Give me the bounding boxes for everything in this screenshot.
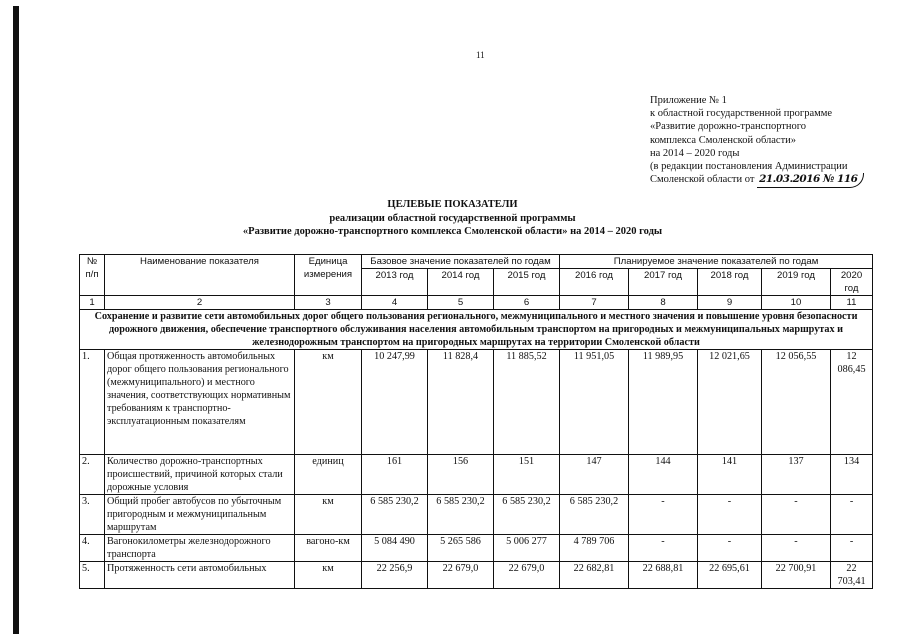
- header-base-values: Базовое значение показателей по годам: [362, 255, 560, 269]
- header-year: 2016 год: [560, 269, 629, 296]
- indicator-unit: км: [295, 562, 362, 589]
- header-year: 2019 год: [762, 269, 831, 296]
- row-number: 5.: [80, 562, 105, 589]
- value-cell: 141: [698, 455, 762, 495]
- value-cell: 11 989,95: [629, 350, 698, 455]
- signature-text: 21.03.2016 № 116: [759, 173, 858, 186]
- indicator-unit: единиц: [295, 455, 362, 495]
- value-cell: -: [831, 535, 873, 562]
- column-number: 7: [560, 296, 629, 310]
- value-cell: 12 021,65: [698, 350, 762, 455]
- indicator-name: Количество дорожно-транспортных происшествий, причиной которых стали дорожные условия: [105, 455, 295, 495]
- header-num: № п/п: [80, 255, 105, 296]
- column-number: 5: [428, 296, 494, 310]
- page-number: 11: [476, 50, 485, 60]
- header-year: 2018 год: [698, 269, 762, 296]
- value-cell: -: [629, 535, 698, 562]
- value-cell: 4 789 706: [560, 535, 629, 562]
- value-cell: 6 585 230,2: [494, 495, 560, 535]
- header-row-1: [80, 255, 873, 269]
- value-cell: -: [698, 495, 762, 535]
- header-name: Наименование показателя: [105, 255, 295, 296]
- document-subtitle: реализации областной государственной программы: [329, 213, 576, 224]
- program-name: «Развитие дорожно-транспортного комплекса Смоленской области» на 2014 – 2020 годы: [242, 226, 663, 237]
- column-number: 9: [698, 296, 762, 310]
- value-cell: 22 700,91: [762, 562, 831, 589]
- value-cell: 22 695,61: [698, 562, 762, 589]
- section-title: Сохранение и развитие сети автомобильных дорог общего пользования регионального, межмуниципального и местного значения и повышение уровня безопасности дорожного движения, обеспечение транспортного обслуживания населения автомобильным транспортом на пригородных и межмуниципальных маршрутах и железнодорожным транспортом на пригородных маршрутах на территории Смоленской области: [80, 310, 873, 350]
- appendix-line: Приложение № 1: [650, 95, 727, 106]
- header-year: 2020 год: [831, 269, 873, 296]
- value-cell: -: [762, 495, 831, 535]
- appendix-line: (в редакции постановления Администрации: [650, 161, 848, 173]
- indicator-unit: вагоно-км: [295, 535, 362, 562]
- appendix-note: [650, 94, 864, 188]
- table-row: [80, 350, 873, 455]
- indicator-name: Протяженность сети автомобильных: [105, 562, 295, 589]
- value-cell: 161: [362, 455, 428, 495]
- indicators-table: [79, 254, 873, 589]
- value-cell: 11 951,05: [560, 350, 629, 455]
- value-cell: 10 247,99: [362, 350, 428, 455]
- value-cell: 12 056,55: [762, 350, 831, 455]
- appendix-line: комплекса Смоленской области»: [650, 134, 797, 146]
- value-cell: 22 256,9: [362, 562, 428, 589]
- appendix-line: на 2014 – 2020 годы: [650, 147, 740, 159]
- row-number: 1.: [80, 350, 105, 455]
- value-cell: 137: [762, 455, 831, 495]
- table-row: [80, 562, 873, 589]
- column-number: 8: [629, 296, 698, 310]
- indicator-name: Общая протяженность автомобильных дорог общего пользования регионального (межмуниципального) и местного значения, соответствующих нормативным требованиям к транспортно-эксплуатационным показателям: [105, 350, 295, 455]
- header-year: 2015 год: [494, 269, 560, 296]
- value-cell: 22 682,81: [560, 562, 629, 589]
- column-number: 11: [831, 296, 873, 310]
- value-cell: 156: [428, 455, 494, 495]
- table-row: [80, 455, 873, 495]
- column-number: 1: [80, 296, 105, 310]
- header-year: 2017 год: [629, 269, 698, 296]
- value-cell: -: [762, 535, 831, 562]
- value-cell: 11 828,4: [428, 350, 494, 455]
- table-row: [80, 495, 873, 535]
- value-cell: 11 885,52: [494, 350, 560, 455]
- scan-edge-bar: [13, 6, 19, 634]
- value-cell: 22 679,0: [494, 562, 560, 589]
- value-cell: 5 265 586: [428, 535, 494, 562]
- value-cell: 151: [494, 455, 560, 495]
- column-numbers-row: [80, 296, 873, 310]
- value-cell: -: [831, 495, 873, 535]
- indicator-unit: км: [295, 495, 362, 535]
- value-cell: 147: [560, 455, 629, 495]
- document-title: ЦЕЛЕВЫЕ ПОКАЗАТЕЛИ: [387, 199, 518, 210]
- indicator-name: Общий пробег автобусов по убыточным пригородным и межмуниципальным маршрутам: [105, 495, 295, 535]
- value-cell: 12 086,45: [831, 350, 873, 455]
- value-cell: 5 084 490: [362, 535, 428, 562]
- section-row: [80, 310, 873, 350]
- appendix-line-prefix: Смоленской области от: [650, 174, 755, 186]
- header-unit: Единица измерения: [295, 255, 362, 296]
- appendix-line: «Развитие дорожно-транспортного: [650, 121, 807, 133]
- column-number: 2: [105, 296, 295, 310]
- column-number: 3: [295, 296, 362, 310]
- row-number: 2.: [80, 455, 105, 495]
- value-cell: 22 703,41: [831, 562, 873, 589]
- value-cell: 5 006 277: [494, 535, 560, 562]
- column-number: 4: [362, 296, 428, 310]
- indicator-name: Вагонокилометры железнодорожного транспорта: [105, 535, 295, 562]
- row-number: 3.: [80, 495, 105, 535]
- row-number: 4.: [80, 535, 105, 562]
- handwritten-date-signature: [757, 173, 864, 188]
- appendix-line: к областной государственной программе: [650, 108, 833, 120]
- value-cell: 22 688,81: [629, 562, 698, 589]
- value-cell: 6 585 230,2: [560, 495, 629, 535]
- value-cell: 144: [629, 455, 698, 495]
- header-year: 2014 год: [428, 269, 494, 296]
- value-cell: 134: [831, 455, 873, 495]
- value-cell: 6 585 230,2: [362, 495, 428, 535]
- table-row: [80, 535, 873, 562]
- value-cell: -: [698, 535, 762, 562]
- column-number: 6: [494, 296, 560, 310]
- indicator-unit: км: [295, 350, 362, 455]
- appendix-last-line: [650, 173, 864, 188]
- column-number: 10: [762, 296, 831, 310]
- header-year: 2013 год: [362, 269, 428, 296]
- value-cell: -: [629, 495, 698, 535]
- value-cell: 6 585 230,2: [428, 495, 494, 535]
- header-planned-values: Планируемое значение показателей по годам: [560, 255, 873, 269]
- value-cell: 22 679,0: [428, 562, 494, 589]
